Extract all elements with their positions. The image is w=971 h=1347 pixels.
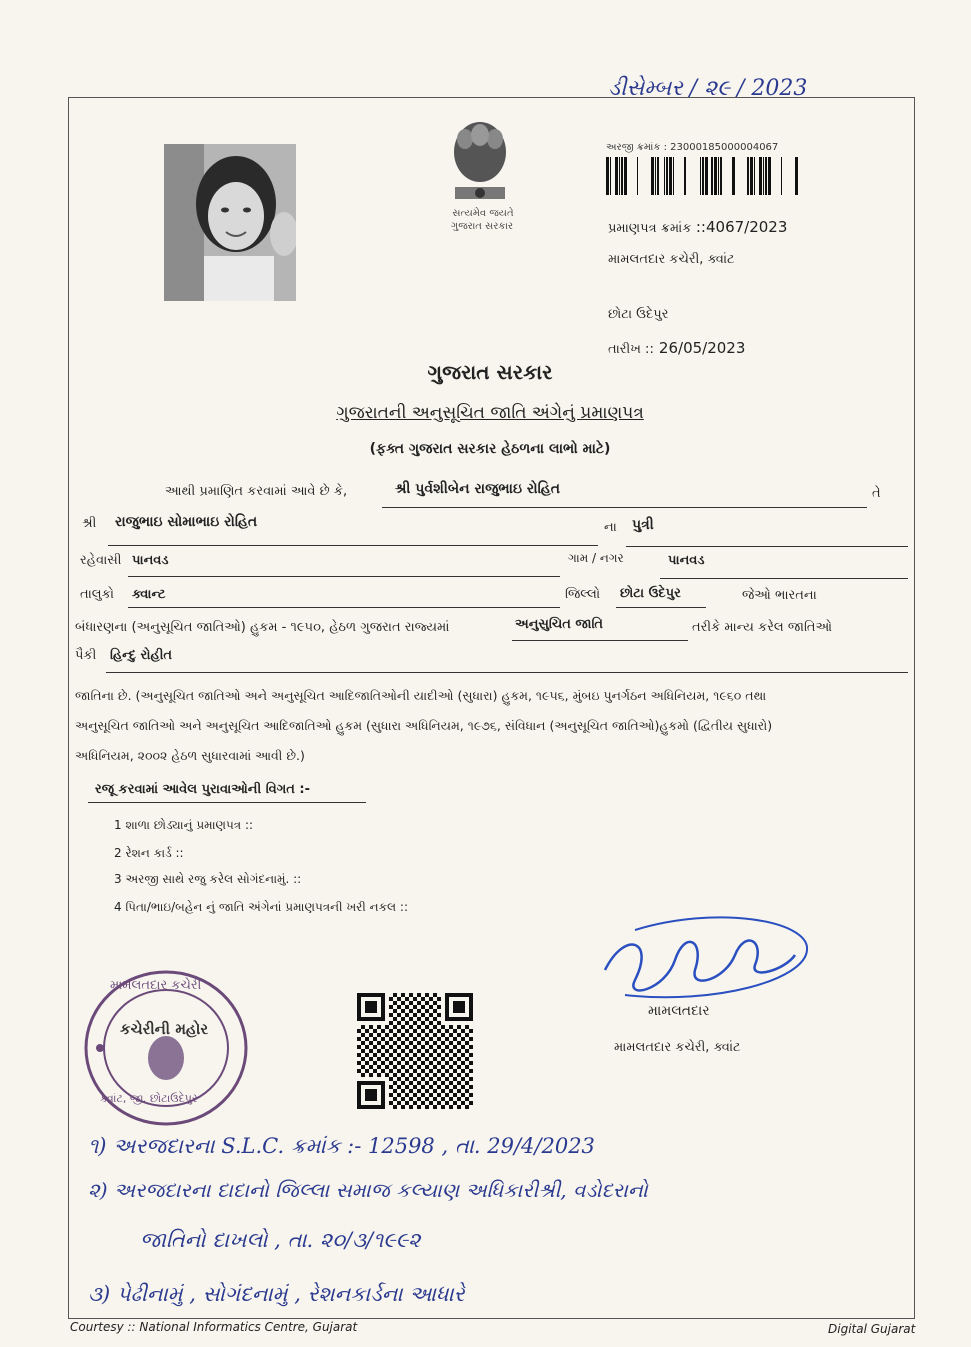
handwritten-date: ડીસેમ્બર / ૨૯ / 2023 xyxy=(608,76,808,101)
underline xyxy=(128,576,560,577)
among-label: પૈકી xyxy=(75,648,97,663)
header-office: મામલતદાર કચેરી, ક્વાંટ xyxy=(608,252,735,267)
na-label: ના xyxy=(604,520,617,535)
underline xyxy=(660,578,908,579)
shri-label: શ્રી xyxy=(82,516,97,531)
underline xyxy=(106,672,908,673)
relation: પુત્રી xyxy=(632,517,654,533)
te-label: તે xyxy=(872,486,881,501)
title-sub: ગુજરાતની અનુસૂચિત જાતિ અંગેનું પ્રમાણપત્ર xyxy=(336,403,644,423)
seal-center-text: કચેરીની મહોર xyxy=(120,1020,209,1038)
emblem-motto: સત્યમેવ જયતે xyxy=(452,208,514,219)
residence-label: રહેવાસી xyxy=(80,553,122,568)
certify-label: આથી પ્રમાણિત કરવામાં આવે છે કે, xyxy=(165,484,348,499)
taluka-label: તાલુકો xyxy=(80,587,115,602)
underline xyxy=(512,640,688,641)
title-main: ગુજરાત સરકાર xyxy=(427,360,553,384)
handwritten-note-1: ૧) અરજદારના S.L.C. ક્રમાંક :- 12598 , તા. 29/4/2023 xyxy=(88,1134,595,1158)
certificate-no-label: પ્રમાણપત્ર ક્રમાંક xyxy=(608,221,692,236)
emblem-govt: ગુજરાત સરકાર xyxy=(450,221,514,232)
lion-capital-icon xyxy=(445,117,515,207)
barcode xyxy=(604,157,801,195)
taluka: ક્વાન્ટ xyxy=(132,587,166,602)
handwritten-note-3: જાતિનો દાખલો , તા. ૨૦/૩/૧૯૯૨ xyxy=(140,1228,421,1252)
qr-code xyxy=(357,993,473,1111)
india-text: જેઓ ભારતના xyxy=(742,588,817,603)
certificate-no-value: ::4067/2023 xyxy=(695,218,788,236)
evidence-item: 1 શાળા છોડ્યાનું પ્રમાણપત્ર :: xyxy=(114,818,254,832)
applicant-photo xyxy=(164,144,296,301)
footer-courtesy: Courtesy :: National Informatics Centre, Gujarat xyxy=(70,1320,358,1334)
evidence-item: 3 અરજી સાથે રજુ કરેલ સોગંદનામું. :: xyxy=(114,872,302,886)
village-label: ગામ / નગર xyxy=(568,551,624,565)
underline xyxy=(88,802,366,803)
certificate-no xyxy=(608,218,787,236)
application-no-label: અરજી ક્રમાંક : xyxy=(606,142,667,153)
category: અનુસુચિત જાતિ xyxy=(515,617,604,632)
seal-top-text: મામલતદાર કચેરી xyxy=(110,978,202,993)
header-date xyxy=(608,338,745,357)
signature-office: મામલતદાર કચેરી, ક્વાંટ xyxy=(614,1040,741,1055)
title-note: (ફક્ત ગુજરાત સરકાર હેઠળના લાભો માટે) xyxy=(369,441,611,457)
district-label: જિલ્લો xyxy=(565,587,601,602)
signature-title: મામલતદાર xyxy=(648,1003,710,1019)
residence: પાનવડ xyxy=(132,553,169,568)
header-district: છોટા ઉદેપુર xyxy=(608,307,669,322)
underline xyxy=(626,546,908,547)
caste: હિન્દુ રોહીત xyxy=(110,648,173,663)
application-no xyxy=(606,142,778,153)
underline xyxy=(616,607,706,608)
underline xyxy=(108,545,598,546)
district: છોટા ઉદેપુર xyxy=(620,586,681,601)
state-emblem xyxy=(440,117,520,211)
underline xyxy=(382,507,867,508)
village: પાનવડ xyxy=(668,553,705,568)
date-value: 26/05/2023 xyxy=(658,339,746,357)
seal-bottom-text: ક્વાંટ, જી. છોટાઉદેપુર xyxy=(100,1092,198,1105)
recognized-text: તરીકે માન્ય કરેલ જાતિઓ xyxy=(692,620,833,635)
para-line-3: અધિનિયમ, ૨૦૦૨ હેઠળ સુધારવામાં આવી છે.) xyxy=(75,748,305,763)
application-no-value: 23000185000004067 xyxy=(670,142,779,153)
para-line-2: અનુસૂચિત જાતિઓ અને અનુસૂચિત આદિજાતિઓ હુકમ (સુધારા અધિનિયમ, ૧૯૭૬, સંવિધાન (અનુસૂચિત જાતિઓ)હુકમો (દ્વિતીય સુધારો) xyxy=(75,718,773,733)
father-name: રાજુભાઇ સોમાભાઇ રોહિત xyxy=(115,514,258,530)
signature-scribble xyxy=(595,910,815,1010)
order-text: બંધારણના (અનુસૂચિત જાતિઓ) હુકમ - ૧૯૫૦, હેઠળ ગુજરાત રાજ્યમાં xyxy=(75,620,450,635)
evidence-heading: રજૂ કરવામાં આવેલ પુરાવાઓની વિગત :- xyxy=(95,782,310,797)
handwritten-note-2: ૨) અરજદારના દાદાનો જિલ્લા સમાજ કલ્યાણ અધિકારીશ્રી, વડોદરાનો xyxy=(88,1178,648,1202)
handwritten-note-4: ૩) પેઢીનામું , સોગંદનામું , રેશનકાર્ડના આધારે xyxy=(88,1282,465,1306)
evidence-item: 2 રેશન કાર્ડ :: xyxy=(114,846,184,860)
footer-digital-gujarat: Digital Gujarat xyxy=(828,1322,916,1336)
underline xyxy=(128,607,560,608)
evidence-item: 4 પિતા/ભાઇ/બહેન નું જાતિ અંગેનાં પ્રમાણપત્રની ખરી નકલ :: xyxy=(114,900,409,914)
para-line-1: જાતિના છે. (અનુસૂચિત જાતિઓ અને અનુસૂચિત આદિજાતિઓની યાદીઓ (સુધારા) હુકમ, ૧૯૫૬, મુંબઇ પુનર્ગઠન અધિનિયમ, ૧૯૬૦ તથા xyxy=(75,688,767,703)
date-label: તારીખ :: xyxy=(608,342,654,357)
applicant-name: શ્રી પુર્વશીબેન રાજુભાઇ રોહિત xyxy=(395,481,560,497)
